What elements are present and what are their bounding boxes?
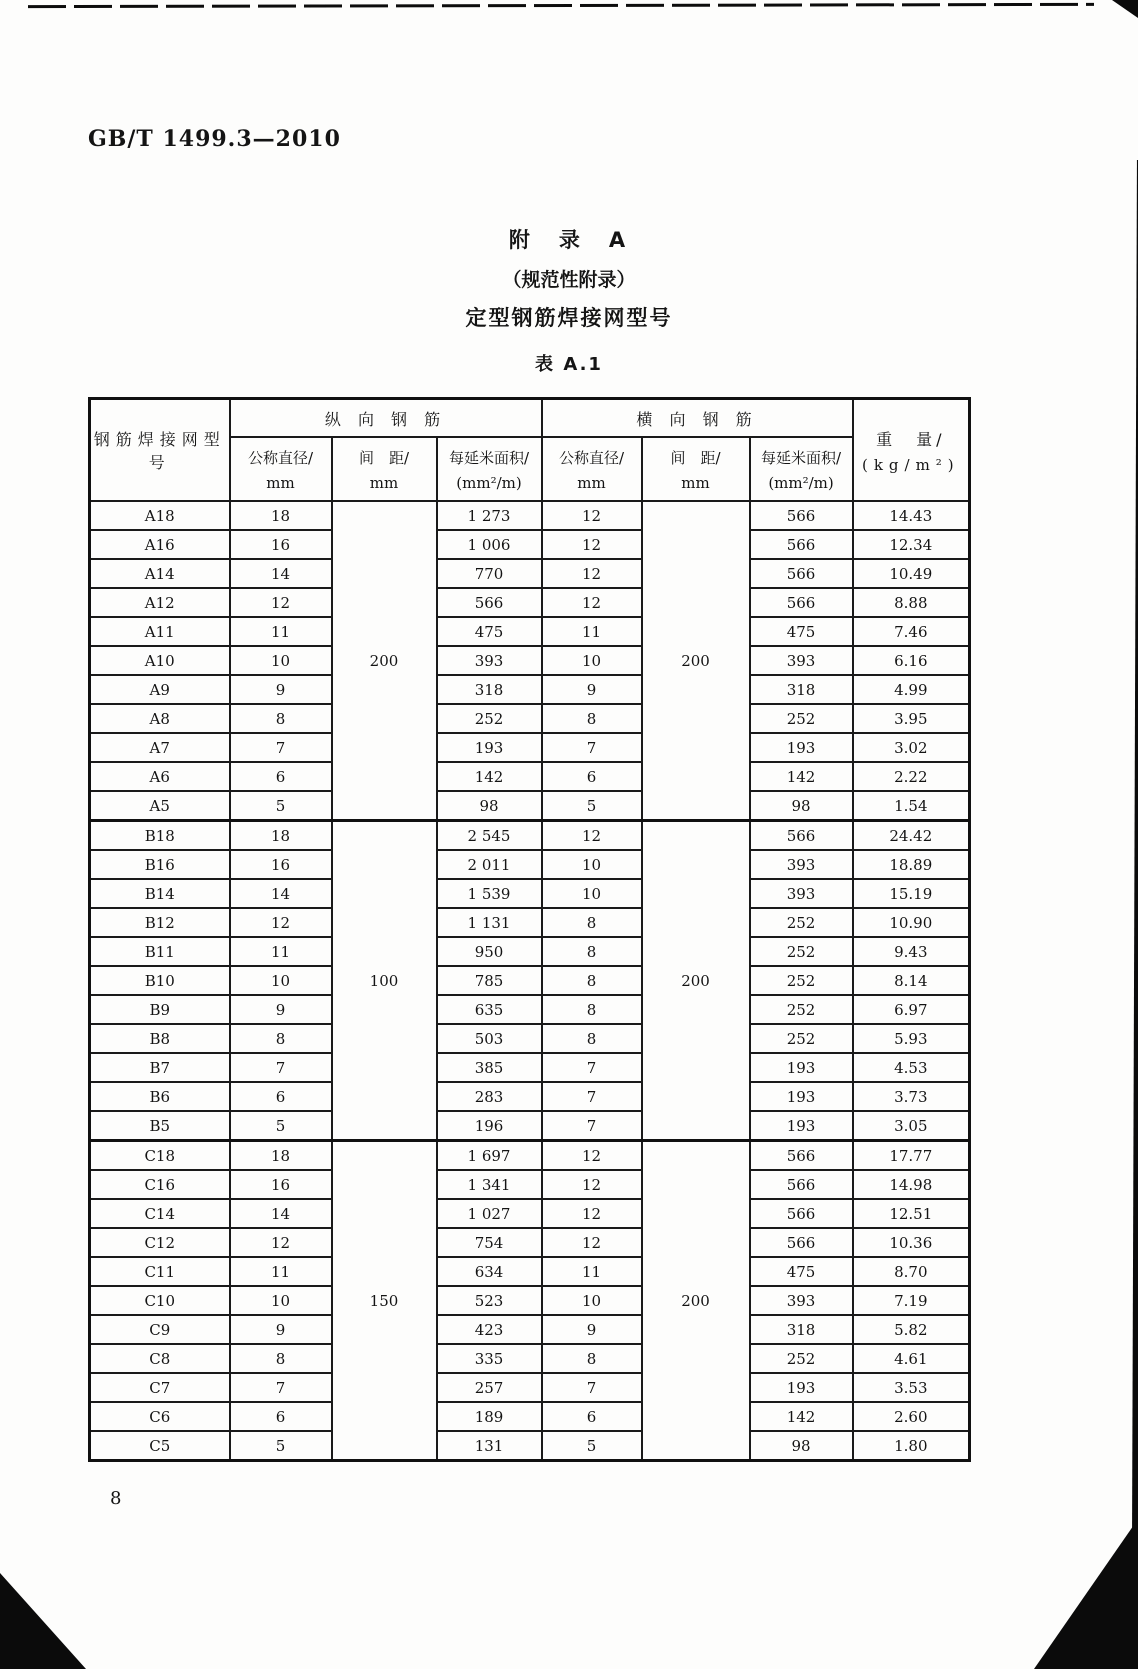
cell-long-area: 1 027 (437, 1199, 542, 1228)
cell-long-diameter: 10 (230, 1286, 332, 1315)
cell-long-diameter: 9 (230, 995, 332, 1024)
cell-long-area: 189 (437, 1402, 542, 1431)
cell-trans-area: 318 (750, 1315, 853, 1344)
cell-long-diameter: 11 (230, 937, 332, 966)
cell-trans-area: 193 (750, 1053, 853, 1082)
cell-trans-area: 566 (750, 821, 853, 851)
header-group-longitudinal: 纵 向 钢 筋 (230, 399, 542, 438)
table-row (90, 1315, 970, 1344)
cell-long-diameter: 5 (230, 1431, 332, 1461)
cell-trans-diameter: 5 (542, 791, 642, 821)
cell-trans-area: 393 (750, 879, 853, 908)
table-row (90, 1199, 970, 1228)
cell-trans-area: 393 (750, 646, 853, 675)
cell-trans-area: 566 (750, 1228, 853, 1257)
cell-long-area: 318 (437, 675, 542, 704)
cell-long-area: 98 (437, 791, 542, 821)
cell-long-diameter: 14 (230, 1199, 332, 1228)
page-number: 8 (110, 1488, 122, 1509)
scan-corner-top-right (1112, 0, 1138, 18)
cell-weight: 12.51 (853, 1199, 970, 1228)
cell-trans-diameter: 11 (542, 617, 642, 646)
cell-long-diameter: 6 (230, 762, 332, 791)
cell-long-area: 131 (437, 1431, 542, 1461)
cell-mesh-type: B7 (90, 1053, 230, 1082)
cell-trans-diameter: 12 (542, 530, 642, 559)
header-long-area-label: 每延米面积/ (448, 448, 530, 467)
header-trans-area-unit: (mm²/m) (768, 473, 834, 492)
table-row (90, 762, 970, 791)
cell-long-diameter: 18 (230, 821, 332, 851)
header-trans-spacing (642, 437, 750, 501)
cell-weight: 10.49 (853, 559, 970, 588)
cell-mesh-type: C7 (90, 1373, 230, 1402)
cell-trans-diameter: 7 (542, 1373, 642, 1402)
cell-long-area: 2 545 (437, 821, 542, 851)
cell-trans-area: 98 (750, 791, 853, 821)
cell-long-area: 2 011 (437, 850, 542, 879)
cell-trans-diameter: 12 (542, 1170, 642, 1199)
cell-trans-diameter: 5 (542, 1431, 642, 1461)
cell-long-diameter: 12 (230, 908, 332, 937)
cell-trans-diameter: 12 (542, 501, 642, 530)
cell-trans-diameter: 10 (542, 646, 642, 675)
cell-weight: 3.02 (853, 733, 970, 762)
cell-long-diameter: 11 (230, 617, 332, 646)
cell-trans-diameter: 10 (542, 879, 642, 908)
header-long-diameter-label: 公称直径/ (247, 448, 314, 467)
cell-long-area: 950 (437, 937, 542, 966)
cell-mesh-type: B8 (90, 1024, 230, 1053)
cell-weight: 2.60 (853, 1402, 970, 1431)
table-row (90, 1024, 970, 1053)
cell-trans-diameter: 12 (542, 588, 642, 617)
cell-weight: 6.97 (853, 995, 970, 1024)
cell-long-area: 193 (437, 733, 542, 762)
cell-trans-diameter: 8 (542, 908, 642, 937)
cell-trans-diameter: 8 (542, 1024, 642, 1053)
cell-trans-area: 252 (750, 1024, 853, 1053)
cell-trans-diameter: 12 (542, 559, 642, 588)
cell-trans-diameter: 10 (542, 850, 642, 879)
cell-weight: 4.99 (853, 675, 970, 704)
cell-weight: 3.05 (853, 1111, 970, 1141)
scan-corner-bottom-right (1034, 1519, 1138, 1669)
doc-number: GB/T 1499.3—2010 (88, 126, 341, 152)
cell-mesh-type: C18 (90, 1141, 230, 1171)
cell-mesh-type: B12 (90, 908, 230, 937)
table-caption: 表 A.1 (535, 354, 603, 375)
cell-weight: 8.70 (853, 1257, 970, 1286)
cell-long-area: 523 (437, 1286, 542, 1315)
cell-weight: 14.43 (853, 501, 970, 530)
header-long-area (437, 437, 542, 501)
cell-trans-area: 566 (750, 530, 853, 559)
cell-long-diameter: 5 (230, 1111, 332, 1141)
cell-long-area: 785 (437, 966, 542, 995)
cell-weight: 6.16 (853, 646, 970, 675)
header-trans-area (750, 437, 853, 501)
cell-mesh-type: B9 (90, 995, 230, 1024)
cell-weight: 3.73 (853, 1082, 970, 1111)
cell-mesh-type: B18 (90, 821, 230, 851)
cell-trans-area: 98 (750, 1431, 853, 1461)
cell-weight: 8.14 (853, 966, 970, 995)
cell-trans-diameter: 6 (542, 762, 642, 791)
cell-trans-area: 393 (750, 850, 853, 879)
table-row (90, 501, 970, 530)
cell-trans-area: 252 (750, 908, 853, 937)
cell-mesh-type: B5 (90, 1111, 230, 1141)
scan-edge-top (28, 3, 1094, 8)
cell-weight: 3.95 (853, 704, 970, 733)
cell-long-diameter: 16 (230, 1170, 332, 1199)
header-weight-unit: (kg/m²) (861, 455, 960, 474)
cell-trans-area: 252 (750, 704, 853, 733)
header-trans-area-label: 每延米面积/ (761, 448, 842, 467)
cell-trans-diameter: 10 (542, 1286, 642, 1315)
cell-weight: 1.80 (853, 1431, 970, 1461)
cell-long-diameter: 8 (230, 704, 332, 733)
cell-trans-diameter: 7 (542, 1082, 642, 1111)
table-row (90, 646, 970, 675)
cell-long-area: 283 (437, 1082, 542, 1111)
cell-long-diameter: 10 (230, 966, 332, 995)
header-trans-diameter-label: 公称直径/ (559, 448, 625, 467)
cell-long-area: 1 697 (437, 1141, 542, 1171)
cell-long-area: 1 006 (437, 530, 542, 559)
cell-long-diameter: 7 (230, 1053, 332, 1082)
header-trans-spacing-label: 间 距/ (670, 448, 721, 467)
header-long-spacing-label: 间 距/ (358, 448, 410, 467)
cell-long-area: 635 (437, 995, 542, 1024)
table-row (90, 588, 970, 617)
cell-mesh-type: C8 (90, 1344, 230, 1373)
table-row (90, 704, 970, 733)
cell-trans-spacing: 200 (642, 501, 750, 821)
cell-long-area: 475 (437, 617, 542, 646)
cell-trans-diameter: 8 (542, 937, 642, 966)
cell-mesh-type: B11 (90, 937, 230, 966)
cell-weight: 24.42 (853, 821, 970, 851)
cell-long-diameter: 9 (230, 675, 332, 704)
cell-long-diameter: 12 (230, 1228, 332, 1257)
cell-trans-area: 252 (750, 1344, 853, 1373)
table-row (90, 1228, 970, 1257)
cell-long-diameter: 5 (230, 791, 332, 821)
cell-trans-area: 566 (750, 1199, 853, 1228)
cell-weight: 12.34 (853, 530, 970, 559)
cell-long-diameter: 8 (230, 1344, 332, 1373)
cell-trans-diameter: 8 (542, 966, 642, 995)
header-weight-label: 重 量/ (876, 429, 946, 449)
table-row (90, 821, 970, 851)
cell-long-spacing: 100 (332, 821, 437, 1141)
cell-long-diameter: 18 (230, 501, 332, 530)
cell-weight: 5.82 (853, 1315, 970, 1344)
header-trans-spacing-unit: mm (681, 473, 710, 492)
cell-trans-diameter: 8 (542, 1344, 642, 1373)
table-row (90, 1141, 970, 1171)
cell-mesh-type: A11 (90, 617, 230, 646)
cell-trans-diameter: 9 (542, 675, 642, 704)
cell-trans-diameter: 12 (542, 1199, 642, 1228)
cell-weight: 18.89 (853, 850, 970, 879)
cell-mesh-type: B10 (90, 966, 230, 995)
cell-trans-area: 193 (750, 1111, 853, 1141)
cell-long-area: 423 (437, 1315, 542, 1344)
cell-trans-area: 566 (750, 501, 853, 530)
cell-long-diameter: 12 (230, 588, 332, 617)
cell-weight: 10.90 (853, 908, 970, 937)
cell-trans-area: 566 (750, 588, 853, 617)
cell-long-diameter: 9 (230, 1315, 332, 1344)
cell-long-area: 1 539 (437, 879, 542, 908)
cell-long-diameter: 16 (230, 530, 332, 559)
appendix-title (0, 224, 1138, 332)
cell-trans-diameter: 12 (542, 821, 642, 851)
cell-mesh-type: A10 (90, 646, 230, 675)
table-row (90, 937, 970, 966)
cell-trans-diameter: 7 (542, 1053, 642, 1082)
table-row (90, 530, 970, 559)
cell-mesh-type: A14 (90, 559, 230, 588)
cell-long-area: 335 (437, 1344, 542, 1373)
cell-trans-area: 566 (750, 1170, 853, 1199)
cell-mesh-type: B16 (90, 850, 230, 879)
scan-corner-bottom-left (0, 1573, 86, 1669)
header-long-area-unit: (mm²/m) (456, 473, 522, 492)
cell-long-area: 754 (437, 1228, 542, 1257)
cell-weight: 4.61 (853, 1344, 970, 1373)
cell-long-area: 1 341 (437, 1170, 542, 1199)
table-row (90, 908, 970, 937)
cell-mesh-type: C12 (90, 1228, 230, 1257)
cell-long-area: 385 (437, 1053, 542, 1082)
cell-mesh-type: A8 (90, 704, 230, 733)
cell-long-area: 503 (437, 1024, 542, 1053)
cell-mesh-type: A9 (90, 675, 230, 704)
cell-trans-area: 475 (750, 617, 853, 646)
cell-trans-diameter: 8 (542, 995, 642, 1024)
cell-long-diameter: 16 (230, 850, 332, 879)
cell-weight: 7.19 (853, 1286, 970, 1315)
table-row (90, 1402, 970, 1431)
cell-long-area: 1 273 (437, 501, 542, 530)
cell-mesh-type: C11 (90, 1257, 230, 1286)
table-row (90, 791, 970, 821)
cell-trans-spacing: 200 (642, 821, 750, 1141)
header-mesh-type: 钢筋焊接网型号 (90, 399, 230, 502)
header-long-diameter (230, 437, 332, 501)
cell-long-area: 196 (437, 1111, 542, 1141)
table-row (90, 1286, 970, 1315)
table-row (90, 879, 970, 908)
cell-trans-area: 193 (750, 1082, 853, 1111)
cell-trans-area: 252 (750, 995, 853, 1024)
table-row (90, 995, 970, 1024)
mesh-spec-table (88, 397, 971, 1462)
cell-trans-diameter: 11 (542, 1257, 642, 1286)
cell-mesh-type: C14 (90, 1199, 230, 1228)
cell-weight: 17.77 (853, 1141, 970, 1171)
cell-long-diameter: 10 (230, 646, 332, 675)
cell-weight: 9.43 (853, 937, 970, 966)
table-row (90, 1257, 970, 1286)
cell-weight: 15.19 (853, 879, 970, 908)
table-row (90, 1053, 970, 1082)
cell-mesh-type: A12 (90, 588, 230, 617)
header-group-transverse: 横 向 钢 筋 (542, 399, 853, 438)
cell-trans-area: 393 (750, 1286, 853, 1315)
table-row (90, 675, 970, 704)
table-row (90, 1431, 970, 1461)
cell-mesh-type: C6 (90, 1402, 230, 1431)
cell-mesh-type: B6 (90, 1082, 230, 1111)
table-row (90, 1111, 970, 1141)
cell-mesh-type: C10 (90, 1286, 230, 1315)
cell-mesh-type: A16 (90, 530, 230, 559)
cell-long-area: 1 131 (437, 908, 542, 937)
cell-trans-area: 193 (750, 1373, 853, 1402)
cell-weight: 3.53 (853, 1373, 970, 1402)
cell-long-diameter: 6 (230, 1082, 332, 1111)
table-row (90, 1344, 970, 1373)
cell-long-area: 257 (437, 1373, 542, 1402)
cell-long-diameter: 18 (230, 1141, 332, 1171)
table-row (90, 617, 970, 646)
cell-mesh-type: C9 (90, 1315, 230, 1344)
cell-weight: 10.36 (853, 1228, 970, 1257)
cell-trans-area: 142 (750, 1402, 853, 1431)
table-row (90, 1373, 970, 1402)
header-trans-diameter-unit: mm (577, 473, 606, 492)
table-row (90, 733, 970, 762)
cell-trans-area: 475 (750, 1257, 853, 1286)
cell-mesh-type: A7 (90, 733, 230, 762)
cell-trans-area: 566 (750, 1141, 853, 1171)
cell-long-area: 252 (437, 704, 542, 733)
cell-weight: 5.93 (853, 1024, 970, 1053)
header-weight (853, 399, 970, 502)
cell-trans-area: 252 (750, 937, 853, 966)
cell-trans-diameter: 7 (542, 733, 642, 762)
appendix-title-line3: 定型钢筋焊接网型号 (465, 306, 673, 330)
cell-trans-spacing: 200 (642, 1141, 750, 1461)
appendix-title-line1: 附 录 A (508, 228, 630, 252)
cell-mesh-type: A5 (90, 791, 230, 821)
cell-trans-area: 566 (750, 559, 853, 588)
cell-weight: 2.22 (853, 762, 970, 791)
cell-weight: 8.88 (853, 588, 970, 617)
cell-weight: 1.54 (853, 791, 970, 821)
cell-long-area: 770 (437, 559, 542, 588)
cell-trans-diameter: 12 (542, 1141, 642, 1171)
cell-mesh-type: A18 (90, 501, 230, 530)
table-row (90, 1170, 970, 1199)
cell-mesh-type: B14 (90, 879, 230, 908)
cell-trans-area: 193 (750, 733, 853, 762)
cell-long-area: 566 (437, 588, 542, 617)
header-long-diameter-unit: mm (266, 473, 295, 492)
cell-long-diameter: 7 (230, 733, 332, 762)
cell-mesh-type: C5 (90, 1431, 230, 1461)
table-row (90, 1082, 970, 1111)
cell-long-diameter: 11 (230, 1257, 332, 1286)
cell-long-diameter: 14 (230, 559, 332, 588)
cell-trans-diameter: 6 (542, 1402, 642, 1431)
cell-long-diameter: 8 (230, 1024, 332, 1053)
cell-long-diameter: 14 (230, 879, 332, 908)
header-group-row (90, 399, 970, 438)
cell-trans-diameter: 9 (542, 1315, 642, 1344)
header-trans-diameter (542, 437, 642, 501)
cell-trans-diameter: 12 (542, 1228, 642, 1257)
cell-long-spacing: 200 (332, 501, 437, 821)
cell-trans-diameter: 8 (542, 704, 642, 733)
cell-mesh-type: C16 (90, 1170, 230, 1199)
cell-trans-area: 142 (750, 762, 853, 791)
cell-weight: 14.98 (853, 1170, 970, 1199)
cell-long-area: 393 (437, 646, 542, 675)
cell-long-diameter: 6 (230, 1402, 332, 1431)
table-row (90, 850, 970, 879)
cell-trans-diameter: 7 (542, 1111, 642, 1141)
table-row (90, 559, 970, 588)
cell-mesh-type: A6 (90, 762, 230, 791)
table-row (90, 966, 970, 995)
cell-long-diameter: 7 (230, 1373, 332, 1402)
cell-trans-area: 252 (750, 966, 853, 995)
cell-weight: 7.46 (853, 617, 970, 646)
cell-trans-area: 318 (750, 675, 853, 704)
cell-long-area: 142 (437, 762, 542, 791)
header-long-spacing-unit: mm (369, 473, 399, 492)
header-long-spacing (332, 437, 437, 501)
appendix-title-line2: （规范性附录） (502, 269, 636, 291)
cell-long-area: 634 (437, 1257, 542, 1286)
cell-long-spacing: 150 (332, 1141, 437, 1461)
cell-weight: 4.53 (853, 1053, 970, 1082)
